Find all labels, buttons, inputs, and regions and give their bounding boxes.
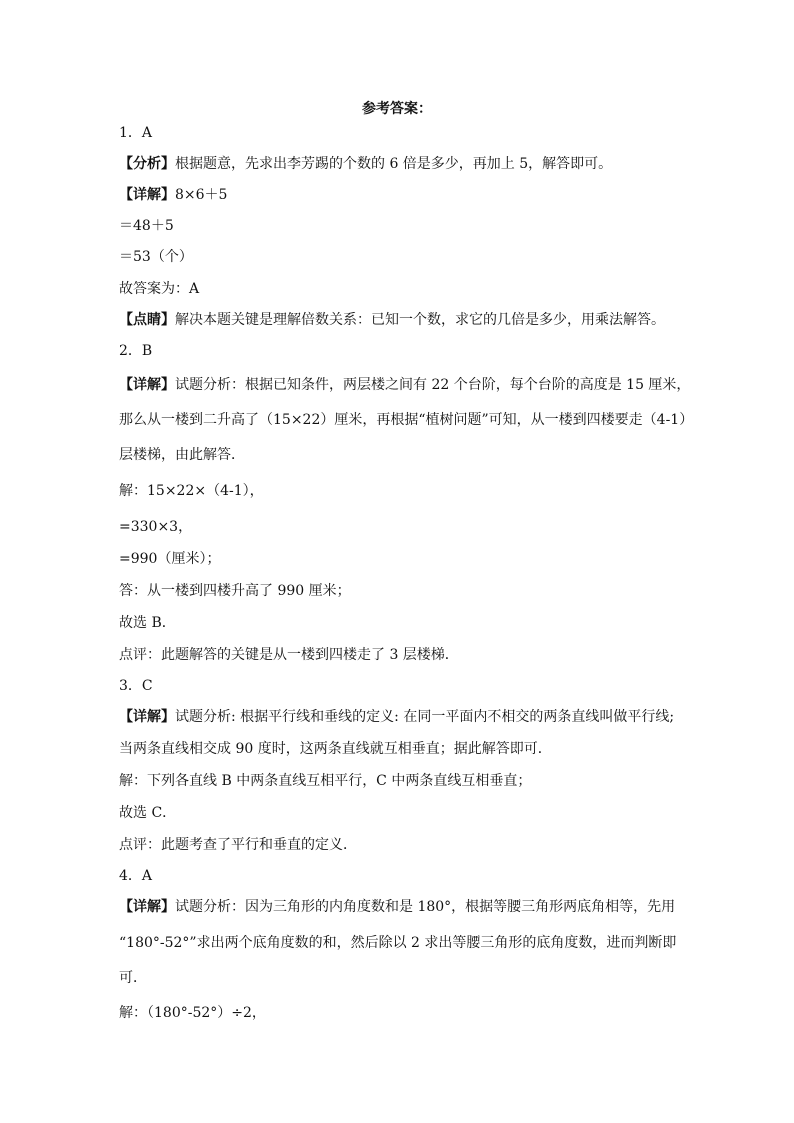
q2-step2: =990（厘米）； bbox=[119, 551, 221, 567]
q3-number: 3．C bbox=[119, 678, 153, 694]
q3-detail-line2: 当两条直线相交成 90 度时，这两条直线就互相垂直；据此解答即可． bbox=[119, 741, 552, 757]
q1-step2: ＝53（个） bbox=[119, 249, 193, 265]
q1-comment-tag: 【点睛】 bbox=[119, 312, 175, 328]
q4-detail-text: 试题分析：因为三角形的内角度数和是 180°，根据等腰三角形两底角相等，先用 bbox=[175, 899, 676, 915]
q3-choose: 故选 C． bbox=[119, 805, 177, 821]
q2-detail-tag: 【详解】 bbox=[119, 377, 175, 393]
q1-comment bbox=[119, 311, 665, 329]
q4-number: 4．A bbox=[119, 868, 153, 884]
q2-detail-line1 bbox=[119, 376, 690, 394]
q4-solve: 解：（180°-52°）÷2， bbox=[119, 1005, 266, 1021]
q1-detail-tag: 【详解】 bbox=[119, 187, 175, 203]
q1-analysis-tag: 【分析】 bbox=[119, 156, 175, 172]
q1-comment-text: 解决本题关键是理解倍数关系：已知一个数，求它的几倍是多少，用乘法解答。 bbox=[175, 312, 665, 328]
q2-detail-line2: 那么从一楼到二升高了（15×22）厘米，再根据“植树问题”可知，从一楼到四楼要走（4-1） bbox=[119, 412, 694, 428]
q2-comment: 点评：此题解答的关键是从一楼到四楼走了 3 层楼梯． bbox=[119, 647, 459, 663]
q1-analysis-text: 根据题意，先求出李芳踢的个数的 6 倍是多少，再加上 5，解答即可。 bbox=[175, 156, 613, 172]
q2-choose: 故选 B． bbox=[119, 615, 176, 631]
q2-number: 2．B bbox=[119, 343, 153, 359]
q1-detail bbox=[119, 186, 227, 204]
q1-number: 1．A bbox=[119, 125, 153, 141]
q2-detail-line3: 层楼梯，由此解答． bbox=[119, 447, 245, 463]
q2-step1: =330×3， bbox=[119, 519, 193, 535]
q4-detail-line2: “180°-52°”求出两个底角度数的和，然后除以 2 求出等腰三角形的底角度数，进而判断即 bbox=[119, 935, 677, 951]
q3-solve: 解：下列各直线 B 中两条直线互相平行，C 中两条直线互相垂直； bbox=[119, 773, 532, 789]
q1-detail-text: 8×6＋5 bbox=[175, 187, 228, 203]
q3-detail-tag: 【详解】 bbox=[119, 709, 175, 725]
q3-detail-text: 试题分析: 根据平行线和垂线的定义: 在同一平面内不相交的两条直线叫做平行线; bbox=[175, 709, 675, 725]
page-title: 参考答案： bbox=[362, 101, 432, 117]
q3-comment: 点评：此题考查了平行和垂直的定义． bbox=[119, 837, 357, 853]
q2-answer: 答：从一楼到四楼升高了 990 厘米； bbox=[119, 583, 351, 599]
q1-analysis bbox=[119, 155, 612, 173]
q1-answer: 故答案为：A bbox=[119, 281, 200, 297]
q4-detail-line1 bbox=[119, 898, 675, 916]
q4-detail-line3: 可． bbox=[119, 970, 147, 986]
q2-detail-text: 试题分析：根据已知条件，两层楼之间有 22 个台阶，每个台阶的高度是 15 厘米， bbox=[175, 377, 691, 393]
q3-detail-line1 bbox=[119, 708, 674, 726]
q2-solve: 解：15×22×（4-1）， bbox=[119, 483, 264, 499]
q4-detail-tag: 【详解】 bbox=[119, 899, 175, 915]
q1-step1: ＝48＋5 bbox=[119, 218, 174, 234]
